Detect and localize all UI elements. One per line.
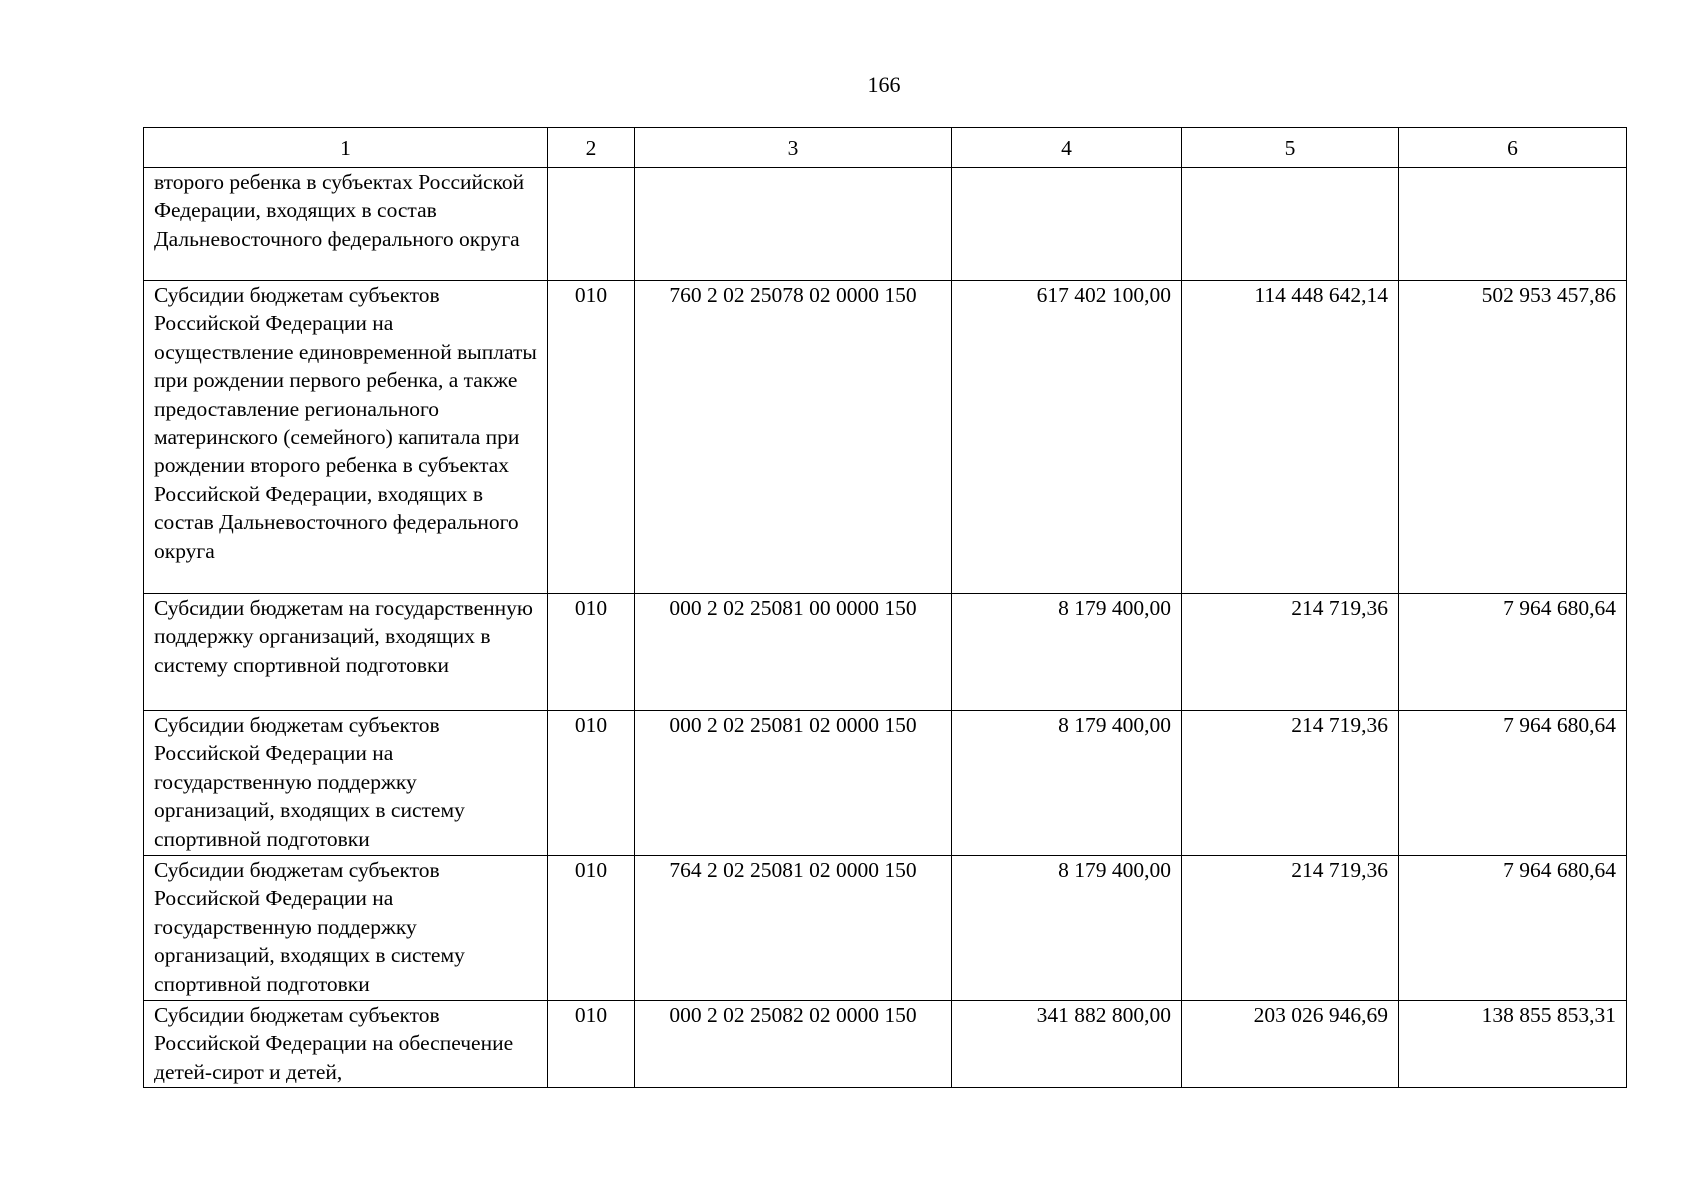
- cell-executed: 214 719,36: [1182, 594, 1399, 711]
- column-header-6: 6: [1399, 128, 1627, 168]
- cell-name: Субсидии бюджетам субъектов Российской Федерации на государственную поддержку организаций, входящих в систему спортивной подготовки: [144, 711, 548, 856]
- cell-line-code: 010: [548, 281, 635, 594]
- cell-name: Субсидии бюджетам субъектов Российской Федерации на государственную поддержку организаций, входящих в систему спортивной подготовки: [144, 856, 548, 1001]
- column-header-4: 4: [952, 128, 1182, 168]
- table-row: [144, 281, 1627, 594]
- cell-name: Субсидии бюджетам субъектов Российской Федерации на осуществление единовременной выплаты при рождении первого ребенка, а также предоставление регионального материнского (семейного) капитала при рождении второго ребенка в субъектах Российской Федерации, входящих в состав Дальневосточного федерального округа: [144, 281, 548, 594]
- cell-budget-code: 000 2 02 25081 00 0000 150: [635, 594, 952, 711]
- page-number: 166: [867, 72, 901, 97]
- cell-approved: [952, 168, 1182, 281]
- table-row: [144, 856, 1627, 1001]
- cell-line-code: 010: [548, 1001, 635, 1088]
- cell-budget-code: [635, 168, 952, 281]
- cell-unexecuted: 502 953 457,86: [1399, 281, 1627, 594]
- column-header-1: 1: [144, 128, 548, 168]
- cell-executed: 203 026 946,69: [1182, 1001, 1399, 1088]
- cell-line-code: 010: [548, 856, 635, 1001]
- table-row: [144, 168, 1627, 281]
- cell-budget-code: 760 2 02 25078 02 0000 150: [635, 281, 952, 594]
- cell-approved: 8 179 400,00: [952, 856, 1182, 1001]
- cell-unexecuted: 7 964 680,64: [1399, 856, 1627, 1001]
- cell-name: Субсидии бюджетам субъектов Российской Федерации на обеспечение детей-сирот и детей,: [144, 1001, 548, 1088]
- table-row: [144, 594, 1627, 711]
- column-header-3: 3: [635, 128, 952, 168]
- column-header-5: 5: [1182, 128, 1399, 168]
- cell-line-code: 010: [548, 711, 635, 856]
- cell-unexecuted: 138 855 853,31: [1399, 1001, 1627, 1088]
- cell-approved: 617 402 100,00: [952, 281, 1182, 594]
- cell-line-code: [548, 168, 635, 281]
- cell-line-code: 010: [548, 594, 635, 711]
- cell-approved: 341 882 800,00: [952, 1001, 1182, 1088]
- budget-table: [143, 127, 1627, 1088]
- cell-unexecuted: 7 964 680,64: [1399, 711, 1627, 856]
- cell-unexecuted: [1399, 168, 1627, 281]
- cell-name: второго ребенка в субъектах Российской Федерации, входящих в состав Дальневосточного федерального округа: [144, 168, 548, 281]
- cell-executed: [1182, 168, 1399, 281]
- cell-budget-code: 000 2 02 25082 02 0000 150: [635, 1001, 952, 1088]
- cell-name: Субсидии бюджетам на государственную поддержку организаций, входящих в систему спортивной подготовки: [144, 594, 548, 711]
- cell-approved: 8 179 400,00: [952, 711, 1182, 856]
- cell-budget-code: 000 2 02 25081 02 0000 150: [635, 711, 952, 856]
- cell-budget-code: 764 2 02 25081 02 0000 150: [635, 856, 952, 1001]
- cell-executed: 114 448 642,14: [1182, 281, 1399, 594]
- cell-approved: 8 179 400,00: [952, 594, 1182, 711]
- column-header-2: 2: [548, 128, 635, 168]
- table-row: [144, 1001, 1627, 1088]
- cell-executed: 214 719,36: [1182, 711, 1399, 856]
- cell-executed: 214 719,36: [1182, 856, 1399, 1001]
- table-row: [144, 711, 1627, 856]
- cell-unexecuted: 7 964 680,64: [1399, 594, 1627, 711]
- table-header-row: [144, 128, 1627, 168]
